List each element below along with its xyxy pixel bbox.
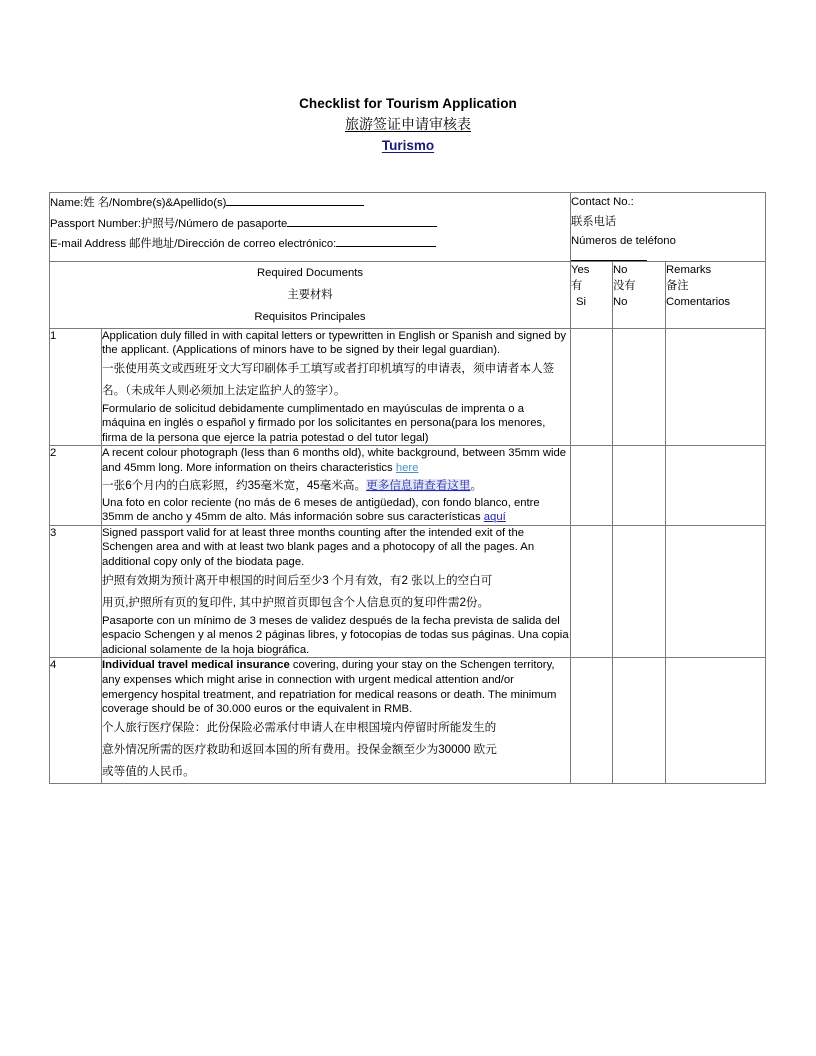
no-checkbox-cell[interactable]	[613, 446, 666, 525]
photo-info-link-chinese[interactable]: 更多信息请查看这里	[366, 478, 471, 492]
remarks-cell[interactable]	[666, 525, 766, 658]
requirement-english-text: A recent colour photograph (less than 6 months old), white background, between 35mm wide and 45mm long. More information on theirs characteristics	[102, 447, 567, 475]
document-title-block	[0, 0, 816, 156]
contact-info-cell	[571, 193, 766, 262]
contact-label-chinese: 联系电话	[571, 215, 617, 228]
page-title-english: Checklist for Tourism Application	[299, 96, 517, 111]
requirement-english-text: covering, during your stay on the Schengen territory, any expenses which might arise in connection with urgent medical attention and/or emergency hospital treatment, and repatriation for medical reasons or death. The minimum coverage should be of 30.000 euros or the equivalent in RMB.	[102, 659, 557, 716]
requirement-spanish	[102, 496, 570, 525]
requirement-english: Application duly filled in with capital letters or typewritten in English or Spanish and signed by the applicant. (Applications of minors have to be signed by their legal guardian).	[102, 329, 567, 357]
requirement-chinese-2: 意外情况所需的医疗救助和返回本国的所有费用。投保金额至少为30000 欧元	[102, 742, 497, 756]
yes-checkbox-cell[interactable]	[571, 328, 613, 446]
email-label: E-mail Address 邮件地址/Dirección de correo electrónico:	[50, 238, 337, 250]
row-number: 2	[50, 446, 102, 525]
table-row	[50, 328, 766, 446]
yes-checkbox-cell[interactable]	[571, 658, 613, 783]
requirement-chinese-2: 用页,护照所有页的复印件, 其中护照首页即包含个人信息页的复印件需2份。	[102, 595, 490, 609]
photo-info-link-spanish[interactable]: aquí	[483, 511, 506, 524]
requirement-english	[102, 446, 570, 475]
requirement-chinese-1: 护照有效期为预计离开申根国的时间后至少3 个月有效，有2 张以上的空白可	[102, 573, 493, 587]
requirement-spanish-text: Una foto en color reciente (no más de 6 meses de antigüedad), con fondo blanco, entre 35mm de ancho y 45mm de alto. Más información sobre sus características	[102, 496, 540, 524]
contact-label-english: Contact No.:	[571, 196, 634, 208]
name-label: Name:姓 名/Nombre(s)&Apellido(s)	[50, 197, 227, 209]
requirement-chinese-1: 一张使用英文或西班牙文大写印刷体手工填写或者打印机填写的申请表，须申请者本人签	[102, 361, 555, 375]
yes-label-spanish: Si	[576, 295, 587, 308]
requirement-english-bold: Individual travel medical insurance	[102, 659, 290, 672]
remarks-cell[interactable]	[666, 446, 766, 525]
requirement-chinese	[102, 476, 570, 496]
yes-label-english: Yes	[571, 263, 590, 276]
photo-info-link-english[interactable]: here	[395, 462, 419, 475]
page-title-chinese: 旅游签证申请审核表	[345, 116, 471, 132]
no-label-english: No	[613, 263, 628, 276]
row-requirement-cell	[102, 328, 571, 446]
requirement-spanish: Pasaporte con un mínimo de 3 meses de validez después de la fecha prevista de salida del espacio Schengen y al menos 2 páginas libres, y fotocopias de todas sus páginas. Una copia adicional solamente de la hoja biográfica.	[102, 614, 569, 656]
required-documents-english: Required Documents	[256, 266, 364, 279]
remarks-cell[interactable]	[666, 658, 766, 783]
email-field-line[interactable]	[50, 234, 570, 255]
table-row	[50, 658, 766, 783]
yes-label-chinese: 有	[571, 279, 583, 292]
yes-checkbox-cell[interactable]	[571, 446, 613, 525]
passport-label: Passport Number:护照号/Número de pasaporte	[50, 217, 288, 230]
required-documents-spanish: Requisitos Principales	[254, 310, 366, 323]
passport-input-rule[interactable]	[287, 215, 437, 227]
table-row	[50, 525, 766, 658]
required-documents-chinese: 主要材料	[287, 288, 333, 301]
yes-checkbox-cell[interactable]	[571, 525, 613, 658]
yes-column-header	[571, 261, 613, 328]
row-number: 1	[50, 328, 102, 446]
applicant-info-row	[50, 193, 766, 262]
no-checkbox-cell[interactable]	[613, 658, 666, 783]
row-requirement-cell	[102, 525, 571, 658]
contact-input-rule[interactable]	[571, 253, 647, 261]
requirement-spanish: Formulario de solicitud debidamente cumplimentado en mayúsculas de imprenta o a máquina en inglés o español y firmado por los solicitantes en persona(para los menores, firma de la persona que ejerce la patria potestad o del tutor legal)	[102, 402, 546, 444]
requirement-english	[102, 658, 570, 716]
no-label-chinese: 没有	[613, 279, 636, 292]
requirement-chinese-text: 一张6个月内的白底彩照，约35毫米宽，45毫米高。	[102, 478, 367, 492]
requirement-chinese-2: 名。（未成年人则必须加上法定监护人的签字）。	[102, 383, 346, 397]
table-row	[50, 446, 766, 525]
name-field-line[interactable]	[50, 193, 570, 214]
remarks-label-english: Remarks	[666, 263, 712, 276]
remarks-cell[interactable]	[666, 328, 766, 446]
requirement-english: Signed passport valid for at least three months counting after the intended exit of the Schengen area and with at least two blank pages and a photocopy of all the pages. An additional copy only of the biodata page.	[102, 526, 535, 569]
requirement-chinese-tail: 。	[470, 478, 483, 492]
contact-label-spanish: Números de teléfono	[571, 235, 676, 247]
no-column-header	[613, 261, 666, 328]
row-number: 3	[50, 525, 102, 658]
no-label-spanish: No	[613, 295, 628, 308]
page-title-spanish: Turismo	[381, 138, 435, 153]
requirement-chinese-1: 个人旅行医疗保险：此份保险必需承付申请人在申根国境内停留时所能发生的	[102, 720, 497, 734]
name-input-rule[interactable]	[226, 194, 364, 206]
table-header-row	[50, 261, 766, 328]
no-checkbox-cell[interactable]	[613, 328, 666, 446]
requirement-chinese-3: 或等值的人民币。	[102, 764, 195, 778]
remarks-column-header	[666, 261, 766, 328]
checklist-table	[49, 192, 766, 784]
passport-field-line[interactable]	[50, 214, 570, 235]
remarks-label-chinese: 备注	[666, 279, 689, 292]
row-requirement-cell	[102, 658, 571, 783]
row-number: 4	[50, 658, 102, 783]
row-requirement-cell	[102, 446, 571, 525]
applicant-info-cell	[50, 193, 571, 262]
remarks-label-spanish: Comentarios	[666, 295, 731, 308]
no-checkbox-cell[interactable]	[613, 525, 666, 658]
required-documents-header	[50, 261, 571, 328]
email-input-rule[interactable]	[336, 235, 436, 247]
